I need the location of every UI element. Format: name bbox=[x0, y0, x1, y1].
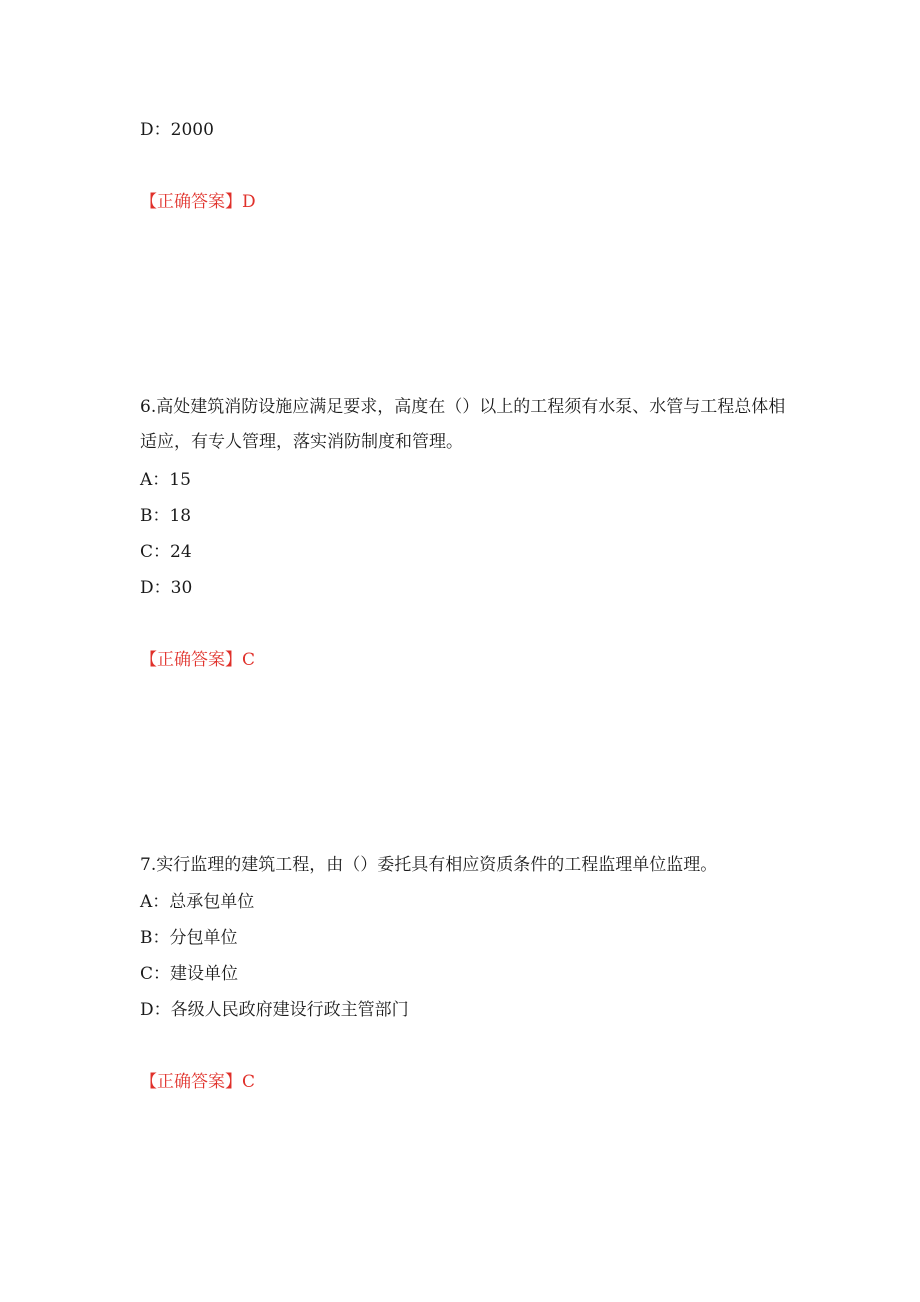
question-7-stem: 7.实行监理的建筑工程，由（）委托具有相应资质条件的工程监理单位监理。 bbox=[140, 855, 718, 875]
question-7-option-a: A：总承包单位 bbox=[140, 892, 255, 912]
question-7-option-c: C：建设单位 bbox=[140, 964, 239, 984]
question-6-option-b: B：18 bbox=[140, 506, 192, 526]
question-7-answer: 【正确答案】C bbox=[140, 1072, 256, 1092]
question-6-option-d: D：30 bbox=[140, 578, 193, 598]
prev-option-d: D：2000 bbox=[140, 120, 214, 140]
prev-answer: 【正确答案】D bbox=[140, 192, 256, 212]
question-6-stem: 6.高处建筑消防设施应满足要求，高度在（）以上的工程须有水泵、水管与工程总体相适应，有专人管理，落实消防制度和管理。 bbox=[140, 397, 786, 452]
question-6-option-a: A：15 bbox=[140, 470, 191, 490]
question-6-option-c: C：24 bbox=[140, 542, 192, 562]
question-7-option-d: D：各级人民政府建设行政主管部门 bbox=[140, 1000, 409, 1020]
question-6-answer: 【正确答案】C bbox=[140, 650, 256, 670]
question-7-option-b: B：分包单位 bbox=[140, 928, 238, 948]
